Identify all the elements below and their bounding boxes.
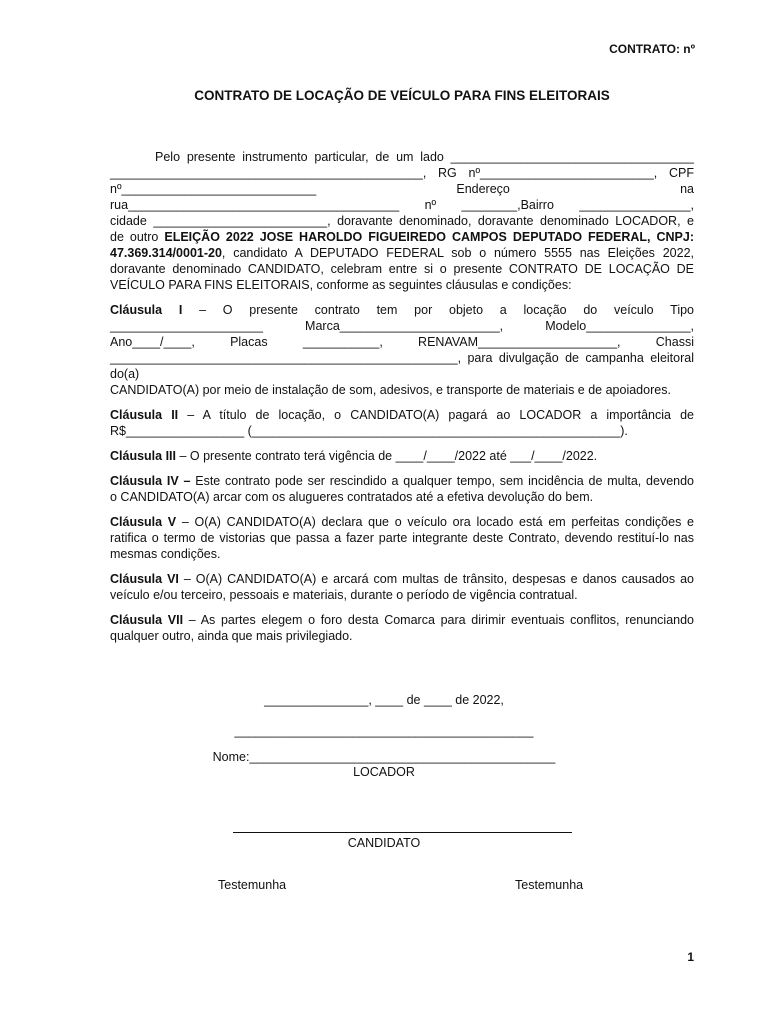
preamble-line: VEÍCULO PARA FINS ELEITORAIS, conforme as seguintes cláusulas e condições: (110, 278, 572, 292)
clause-3 (110, 448, 694, 464)
preamble-cpf-number: nº____________________________ (110, 182, 317, 196)
clause-line: o CANDIDATO(A) arcar com os alugueres contratados até a efetiva devolução do bem. (110, 490, 594, 504)
preamble-line: rua_______________________________________ nº ________,Bairro ________________, (110, 198, 694, 212)
candidato-signature-line (233, 832, 572, 833)
clause-text: – O presente contrato terá vigência de ____/____/2022 até ___/____/2022. (176, 449, 598, 463)
witness-right: Testemunha (515, 878, 584, 892)
locador-name-line: Nome:____________________________________________ (212, 750, 556, 764)
clause-line: qualquer outro, ainda que mais privilegiado. (110, 629, 353, 643)
clause-line: ratifica o termo de vistorias que passa a fazer parte integrante deste Contrato, devendo restituí-lo nas (110, 531, 694, 545)
clause-label: Cláusula VII (110, 613, 184, 627)
clause-line: mesmas condições. (110, 547, 221, 561)
clause-4 (110, 473, 694, 505)
clause-label: Cláusula IV – (110, 474, 191, 488)
candidate-cnpj: 47.369.314/0001-20 (110, 246, 222, 260)
preamble-line (110, 229, 694, 245)
clause-text: Este contrato pode ser rescindido a qualquer tempo, sem incidência de multa, devendo (190, 474, 694, 488)
clause-text: – As partes elegem o foro desta Comarca para dirimir eventuais conflitos, renunciando (183, 613, 695, 627)
clause-line: R$_________________ (_____________________________________________________). (110, 424, 628, 438)
candidato-label: CANDIDATO (347, 836, 421, 850)
clause-1 (110, 302, 694, 398)
clause-line (110, 612, 694, 628)
clause-2 (110, 407, 694, 439)
preamble-line: cidade _________________________, doravante denominado, doravante denominado LOCADOR, e (110, 214, 694, 228)
candidate-name: ELEIÇÃO 2022 JOSE HAROLDO FIGUEIREDO CAMPOS DEPUTADO FEDERAL, CNPJ: (164, 230, 695, 244)
clause-text: – O(A) CANDIDATO(A) e arcará com multas de trânsito, despesas e danos causados ao (178, 572, 694, 586)
clause-line: veículo e/ou terceiro, pessoais e materiais, durante o período de vigência contratual. (110, 588, 578, 602)
clause-line: CANDIDATO(A) por meio de instalação de som, adesivos, e transporte de materiais e de apoiadores. (110, 383, 671, 397)
clause-label: Cláusula V (110, 515, 177, 529)
preamble-na: na (680, 182, 694, 196)
clause-line (110, 473, 694, 489)
preamble-paragraph (110, 149, 694, 293)
preamble-address-label: Endereço (456, 182, 510, 196)
locador-label: LOCADOR (353, 765, 415, 779)
clause-label: Cláusula VI (110, 572, 179, 586)
clause-7 (110, 612, 694, 644)
clause-label: Cláusula I (110, 303, 183, 317)
page-number: 1 (687, 950, 694, 964)
clause-text: – O(A) CANDIDATO(A) declara que o veículo ora locado está em perfeitas condições e (176, 515, 694, 529)
clause-text: – O presente contrato tem por objeto a locação do veículo Tipo (182, 303, 694, 317)
contract-number: CONTRATO: nº (609, 42, 695, 56)
clause-line: Ano____/____, Placas ___________, RENAVAM____________________, Chassi (110, 335, 694, 349)
locador-signature-line: ___________________________________________ (234, 724, 534, 738)
clause-line: __________________________________________________, para divulgação de campanha eleitoral do(a) (110, 351, 694, 381)
clause-label: Cláusula III (110, 449, 176, 463)
clause-line (110, 407, 694, 423)
clause-line (110, 514, 694, 530)
clause-label: Cláusula II (110, 408, 179, 422)
clause-5 (110, 514, 694, 562)
clause-6 (110, 571, 694, 603)
preamble-line: doravante denominado CANDIDATO, celebram entre si o presente CONTRATO DE LOCAÇÃO DE (110, 262, 694, 276)
preamble-line: _____________________________________________, RG nº_________________________, CPF (110, 166, 694, 180)
clause-text: – A título de locação, o CANDIDATO(A) pagará ao LOCADOR a importância de (178, 408, 694, 422)
clause-line (110, 302, 694, 318)
preamble-candidate-text: , candidato A DEPUTADO FEDERAL sob o número 5555 nas Eleições 2022, (221, 246, 694, 260)
preamble-line: Pelo presente instrumento particular, de um lado ___________________________________ (155, 150, 694, 164)
preamble-of-other: de outro (110, 230, 165, 244)
witness-left: Testemunha (218, 878, 287, 892)
document-body (110, 149, 694, 653)
clause-line (110, 571, 694, 587)
date-line: _______________, ____ de ____ de 2022, (264, 693, 504, 707)
clause-line: ______________________ Marca_______________________, Modelo_______________, (110, 319, 694, 333)
clause-line (110, 448, 694, 464)
preamble-line (110, 245, 694, 261)
document-title: CONTRATO DE LOCAÇÃO DE VEÍCULO PARA FINS ELEITORAIS (194, 88, 610, 103)
preamble-line (110, 181, 694, 197)
